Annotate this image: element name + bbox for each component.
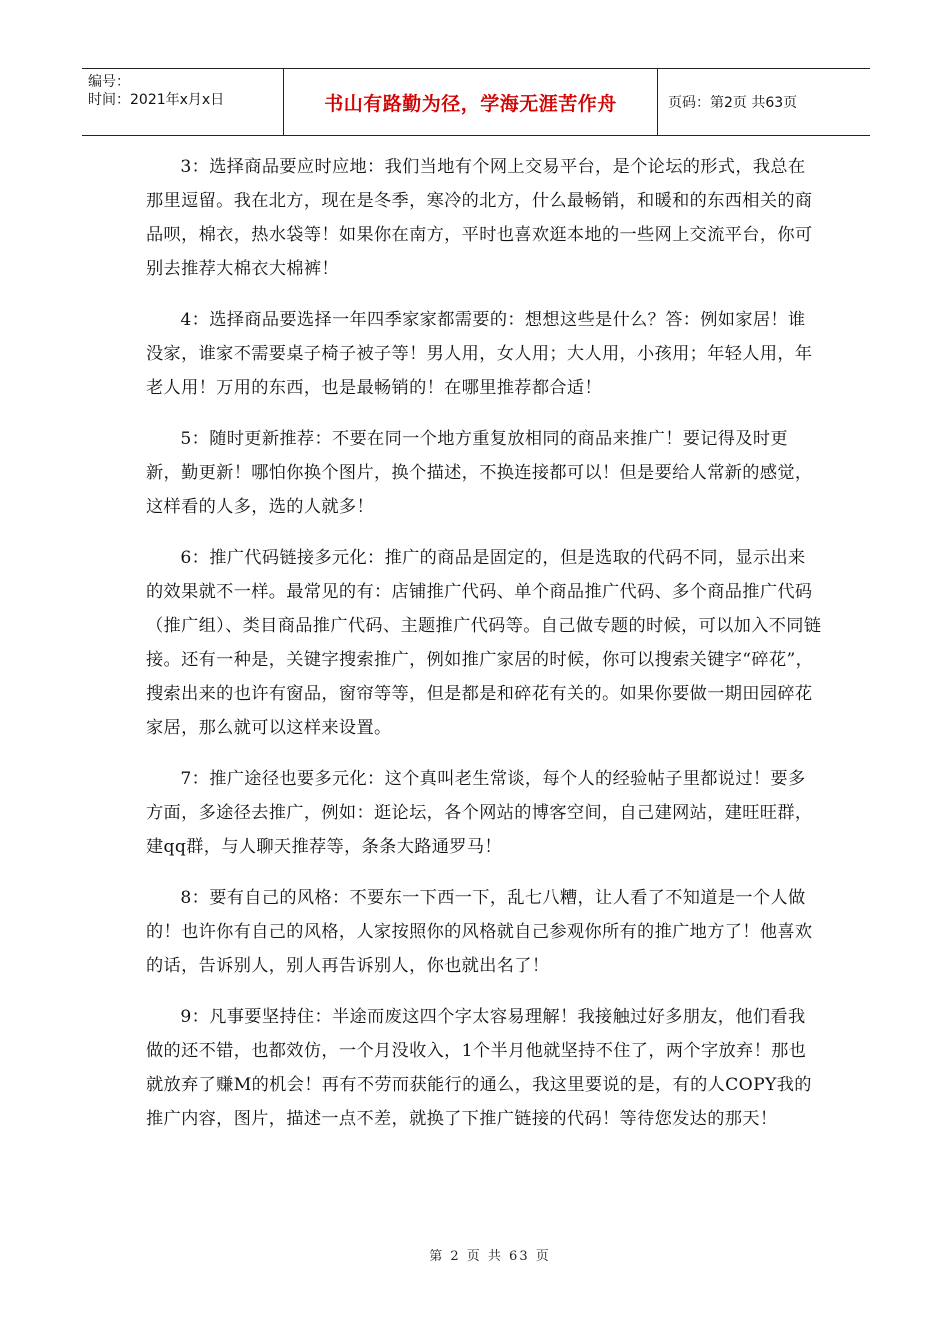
header-page-cell — [658, 69, 870, 135]
paragraph-9: 9：凡事要坚持住：半途而废这四个字太容易理解！我接触过好多朋友，他们看我做的还不错，也都效仿，一个月没收入，1个半月他就坚持不住了，两个字放弃！那也就放弃了赚M的机会！再有不劳而获能行的通么，我这里要说的是，有的人COPY我的推广内容，图片，描述一点不差，就换了下推广链接的代码！等待您发达的那天！ — [146, 1007, 812, 1129]
date-label: 时间：2021年x月x日 — [88, 92, 225, 108]
document-body — [146, 150, 822, 1153]
paragraph-7: 7：推广途径也要多元化：这个真叫老生常谈，每个人的经验帖子里都说过！要多方面，多途径去推广，例如：逛论坛，各个网站的博客空间，自己建网站，建旺旺群，建qq群，与人聊天推荐等，条条大路通罗马！ — [146, 769, 813, 857]
motto-text: 书山有路勤为径，学海无涯苦作舟 — [324, 92, 617, 115]
paragraph-8: 8：要有自己的风格：不要东一下西一下，乱七八糟，让人看了不知道是一个人做的！也许你有自己的风格，人家按照你的风格就自己参观你所有的推广地方了！他喜欢的话，告诉别人，别人再告诉别人，你也就出名了！ — [146, 888, 813, 976]
page-header — [82, 68, 870, 136]
header-motto-cell — [284, 69, 658, 135]
paragraph-5: 5：随时更新推荐：不要在同一个地方重复放相同的商品来推广！要记得及时更新，勤更新！哪怕你换个图片，换个描述，不换连接都可以！但是要给人常新的感觉，这样看的人多，选的人就多！ — [146, 429, 813, 517]
paragraph-4: 4：选择商品要选择一年四季家家都需要的：想想这些是什么？答：例如家居！谁没家，谁家不需要桌子椅子被子等！男人用，女人用；大人用，小孩用；年轻人用，年老人用！万用的东西，也是最畅销的！在哪里推荐都合适！ — [146, 310, 813, 398]
paragraph-3: 3：选择商品要应时应地：我们当地有个网上交易平台，是个论坛的形式，我总在那里逗留。我在北方，现在是冬季，寒冷的北方，什么最畅销，和暖和的东西相关的商品呗，棉衣，热水袋等！如果你在南方，平时也喜欢逛本地的一些网上交流平台，你可别去推荐大棉衣大棉裤！ — [146, 157, 813, 279]
paragraph-6: 6：推广代码链接多元化：推广的商品是固定的，但是选取的代码不同，显示出来的效果就不一样。最常见的有：店铺推广代码、单个商品推广代码、多个商品推广代码（推广组）、类目商品推广代码、主题推广代码等。自己做专题的时候，可以加入不同链接。还有一种是，关键字搜索推广，例如推广家居的时候，你可以搜索关键字“碎花”，搜索出来的也许有窗品，窗帘等等，但是都是和碎花有关的。如果你要做一期田园碎花家居，那么就可以这样来设置。 — [146, 548, 822, 738]
serial-number-label: 编号： — [88, 74, 130, 90]
page-number-label: 页码：第2页 共63页 — [668, 95, 798, 111]
page-footer: 第 2 页 共 63 页 — [429, 1249, 551, 1264]
header-meta — [82, 69, 284, 135]
